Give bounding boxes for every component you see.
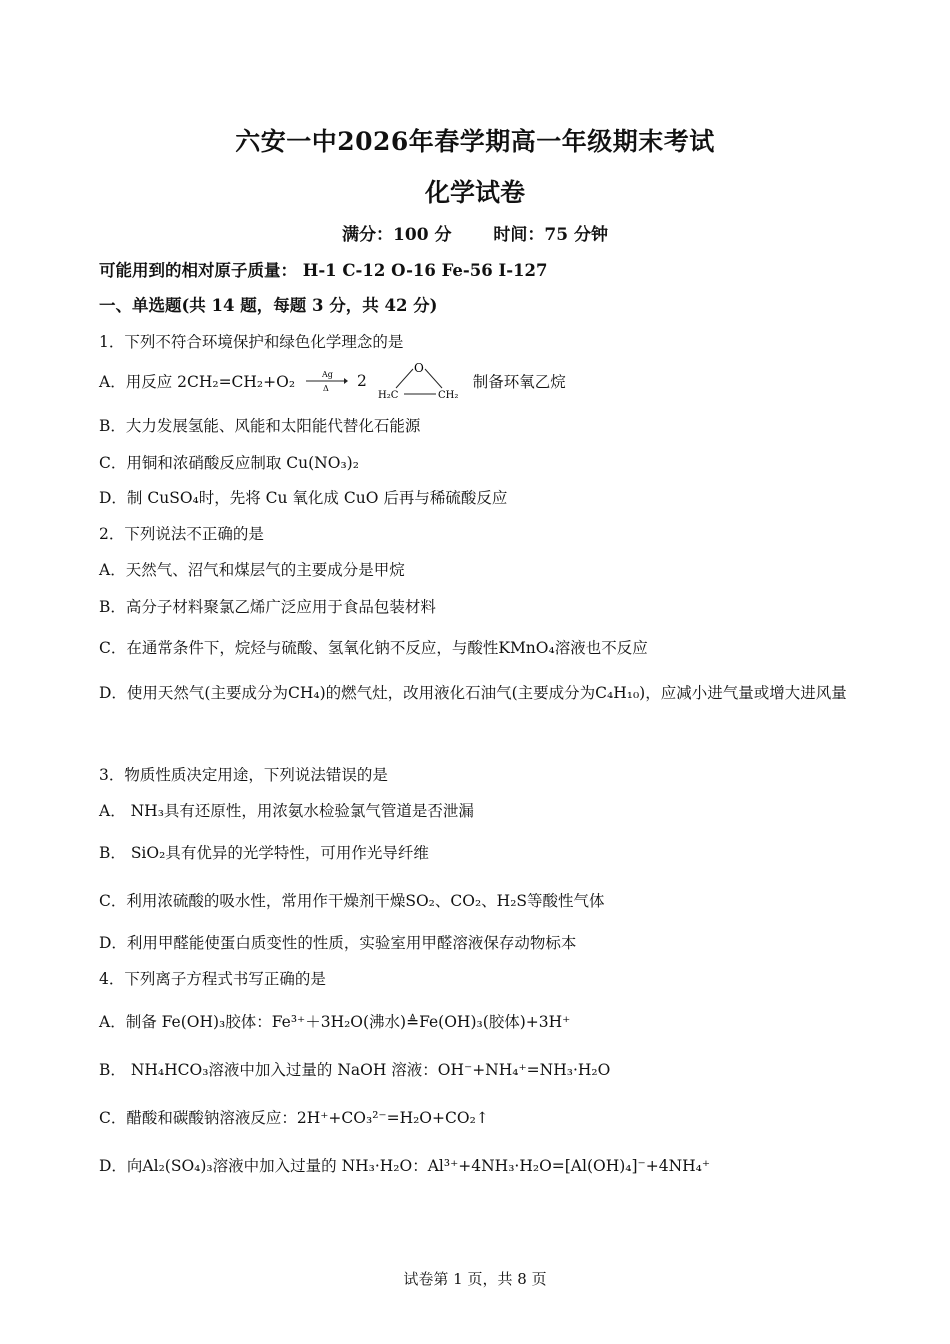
q4-option-b: B． NH₄HCO₃溶液中加入过量的 NaOH 溶液：OH⁻+NH₄⁺=NH₃·H₂O — [99, 1061, 611, 1079]
page-footer: 试卷第 1 页，共 8 页 — [403, 1270, 547, 1288]
epoxide-oxygen: O — [413, 361, 424, 375]
score-info: 满分：100 分 — [342, 225, 452, 245]
q4-option-d: D．向Al₂(SO₄)₃溶液中加入过量的 NH₃·H₂O：Al³⁺+4NH₃·H₂O=[Al(OH)₄]⁻+4NH₄⁺ — [99, 1157, 711, 1175]
epoxide-structure — [376, 360, 464, 402]
exam-meta — [0, 220, 950, 245]
q3-option-a: A． NH₃具有还原性，用浓氨水检验氯气管道是否泄漏 — [99, 802, 474, 820]
q3-option-b: B． SiO₂具有优异的光学特性，可用作光导纤维 — [99, 844, 429, 862]
q1-a-coef: 2 — [356, 372, 367, 390]
epoxide-right-carbon: CH₂ — [437, 390, 459, 401]
q3-option-c: C．利用浓硫酸的吸水性，常用作干燥剂干燥SO₂、CO₂、H₂S等酸性气体 — [99, 892, 605, 910]
q2-option-a: A．天然气、沼气和煤层气的主要成分是甲烷 — [99, 561, 405, 579]
section-heading: 一、单选题(共 14 题，每题 3 分，共 42 分) — [99, 296, 438, 315]
q4-stem: 4．下列离子方程式书写正确的是 — [99, 970, 326, 988]
q1-a-text: A．用反应 2CH₂=CH₂+O₂ — [99, 373, 296, 391]
arrow-heat: Δ — [323, 384, 329, 393]
q3-stem: 3．物质性质决定用途，下列说法错误的是 — [99, 766, 388, 784]
q1-option-b: B．大力发展氢能、风能和太阳能代替化石能源 — [99, 417, 421, 435]
q4-option-a: A．制备 Fe(OH)₃胶体：Fe³⁺＋3H₂O(沸水)≜Fe(OH)₃(胶体)+3H⁺ — [99, 1013, 571, 1031]
exam-title: 六安一中2026年春学期高一年级期末考试 — [235, 127, 715, 156]
q1-stem: 1．下列不符合环境保护和绿色化学理念的是 — [99, 333, 404, 351]
q1-option-c: C．用铜和浓硝酸反应制取 Cu(NO₃)₂ — [99, 454, 359, 472]
q2-stem: 2．下列说法不正确的是 — [99, 525, 264, 543]
epoxide-left-carbon: H₂C — [377, 390, 399, 401]
arrow-catalyst: Ag — [322, 370, 333, 379]
reaction-arrow — [304, 369, 348, 393]
q2-option-d: D．使用天然气(主要成分为CH₄)的燃气灶，改用液化石油气(主要成分为C₄H₁₀)，应减小进气量或增大进风量 — [99, 684, 847, 702]
q1-option-d: D．制 CuSO₄时，先将 Cu 氧化成 CuO 后再与稀硫酸反应 — [99, 489, 508, 507]
exam-subtitle: 化学试卷 — [424, 178, 525, 207]
q1-option-a — [99, 360, 566, 404]
atomic-mass-line: 可能用到的相对原子质量： H-1 C-12 O-16 Fe-56 I-127 — [99, 261, 548, 280]
q4-option-c: C．醋酸和碳酸钠溶液反应：2H⁺+CO₃²⁻=H₂O+CO₂↑ — [99, 1109, 489, 1127]
q2-option-c: C．在通常条件下，烷烃与硫酸、氢氧化钠不反应，与酸性KMnO₄溶液也不反应 — [99, 639, 648, 657]
time-info: 时间：75 分钟 — [493, 225, 608, 245]
q1-a-tail: 制备环氧乙烷 — [472, 373, 566, 391]
q3-option-d: D．利用甲醛能使蛋白质变性的性质，实验室用甲醛溶液保存动物标本 — [99, 934, 577, 952]
q2-option-b: B．高分子材料聚氯乙烯广泛应用于食品包装材料 — [99, 598, 436, 616]
